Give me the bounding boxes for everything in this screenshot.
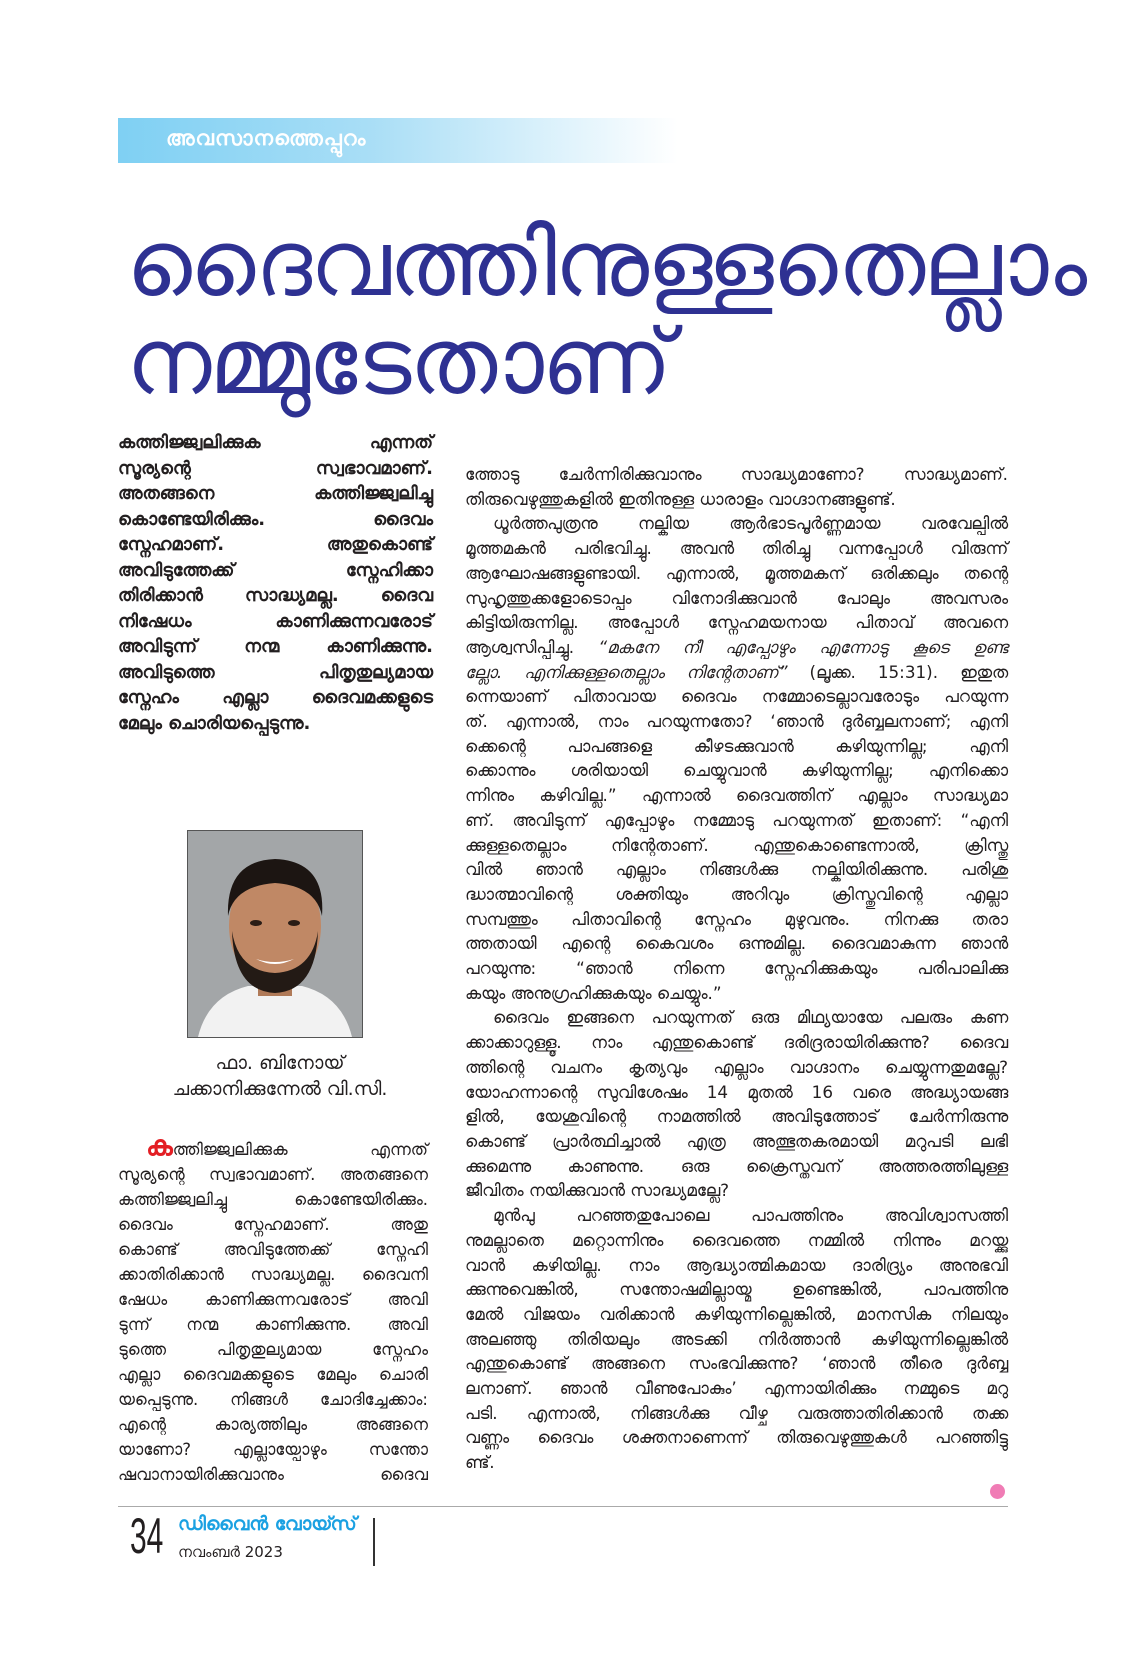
pull-quote-line: സ്നേഹം എല്ലാ ദൈവമക്കളുടെ — [118, 687, 433, 708]
body-line: ക്കുള്ളതെല്ലാം നിന്റേതാണ്. എന്തുകൊണ്ടെന്നാൽ, ക്രിസ്തു — [465, 834, 1008, 855]
footer-separator — [373, 1518, 375, 1566]
body-line: ധൂർത്തപുത്രനു നല്കിയ ആർഭാടപൂർണ്ണമായ വരവേല്പിൽ — [493, 513, 1008, 534]
page-number: 34 — [130, 1508, 164, 1564]
author-photo — [187, 830, 363, 1038]
issue-date: നവംബർ 2023 — [178, 1543, 283, 1561]
right-column-body — [465, 462, 1008, 1475]
pull-quote-line: സ്നേഹമാണ്. അതുകൊണ്ട് — [118, 534, 433, 555]
body-line: ദൈവം സ്നേഹമാണ്. അതു — [118, 1215, 428, 1234]
pull-quote-line: കൊണ്ടേയിരിക്കും. ദൈവം — [118, 508, 433, 530]
body-line: യോഹന്നാന്റെ സുവിശേഷം 14 മുതൽ 16 വരെ അദ്ധ്യായങ്ങ — [465, 1081, 1008, 1102]
pull-quote-line: അതങ്ങനെ കത്തിജ്ജ്വലിച്ചു — [118, 483, 433, 504]
paragraph — [465, 1203, 1008, 1475]
body-line: കൊണ്ട് പ്രാർത്ഥിച്ചാൽ എത്ര അത്ഭുതകരമായി മറുപടി ലഭി — [465, 1130, 1008, 1151]
body-text: ത്തിജ്ജ്വലിക്കുക എന്നത് — [172, 1140, 428, 1159]
body-line: ക്കെന്റെ പാപങ്ങളെ കീഴടക്കുവാൻ കഴിയുന്നില്ല; എനി — [465, 735, 1008, 756]
body-line: യാണോ? എല്ലായ്പോഴും സന്തോ — [118, 1440, 428, 1459]
author-byline — [150, 1050, 410, 1102]
body-line: വണ്ണം ദൈവം ശക്തനാണെന്ന് തിരുവെഴുത്തുകൾ പറഞ്ഞിട്ടു — [465, 1427, 1008, 1448]
pull-quote-line: തിരിക്കാൻ സാദ്ധ്യമല്ല. ദൈവ — [118, 585, 433, 606]
footer-divider — [118, 1506, 1008, 1507]
paragraph — [465, 511, 1008, 1005]
body-line: ത്തിന്റെ വചനം കൃത്യവും എല്ലാം വാഗ്ദാനം ചെയ്യുന്നതുമല്ലേ? — [465, 1056, 1008, 1077]
body-line: എല്ലാ ദൈവമക്കളുടെ മേലും ചൊരി — [118, 1365, 428, 1384]
pull-quote-line: അവിടുത്തേക്ക് സ്നേഹിക്കാ — [118, 559, 433, 581]
body-line — [118, 1129, 428, 1162]
paragraph — [465, 1005, 1008, 1203]
pull-quote-line: കത്തിജ്ജ്വലിക്കുക എന്നത് — [118, 432, 433, 453]
left-column-body — [118, 1129, 428, 1487]
end-mark-icon — [990, 1484, 1005, 1499]
body-line: ത്. എന്നാൽ, നാം പറയുന്നതോ? ‘ഞാൻ ദുർബ്ബലനാണ്; എനി — [465, 711, 1008, 732]
body-line: ളിൽ, യേശുവിന്റെ നാമത്തിൽ അവിടുത്തോട് ചേർന്നിരുന്നു — [465, 1106, 1008, 1127]
body-line: ജീവിതം നയിക്കുവാൻ സാദ്ധ്യമല്ലേ? — [465, 1180, 730, 1201]
pull-quote-line: സൂര്യന്റെ സ്വഭാവമാണ്. — [118, 457, 433, 479]
body-line: യപ്പെടുന്നു. നിങ്ങൾ ചോദിച്ചേക്കാം: — [118, 1390, 428, 1409]
body-line: കിട്ടിയിരുന്നില്ല. അപ്പോൾ സ്നേഹമയനായ പിതാവ് അവനെ — [465, 612, 1008, 633]
body-line: ത്തതായി എന്റെ കൈവശം ഒന്നുമില്ല. ദൈവമാകുന്ന ഞാൻ — [465, 933, 1008, 954]
body-line: ക്കൊന്നും ശരിയായി ചെയ്യുവാൻ കഴിയുന്നില്ല; എനിക്കൊ — [465, 760, 1008, 781]
body-line: ദ്ധാത്മാവിന്റെ ശക്തിയും അറിവും ക്രിസ്തുവിന്റെ എല്ലാ — [465, 883, 1008, 904]
body-text: ആശ്വസിപ്പിച്ചു. — [465, 636, 599, 657]
body-line: ന്നെയാണ് പിതാവായ ദൈവം നമ്മോടെല്ലാവരോടും പറയുന്ന — [465, 686, 1008, 707]
body-line: കൊണ്ട് അവിടുത്തേക്ക് സ്നേഹി — [118, 1240, 428, 1259]
title-line: നമ്മുടേതാണ് — [126, 308, 670, 415]
body-line: വിൽ ഞാൻ എല്ലാം നിങ്ങൾക്കു നല്കിയിരിക്കുന്നു. പരിശു — [465, 859, 1008, 880]
body-line: ണ്. അവിടുന്ന് എപ്പോഴും നമ്മോടു പറയുന്നത് ഇതാണ്: “എനി — [465, 809, 1008, 830]
body-line: പടി. എന്നാൽ, നിങ്ങൾക്കു വീഴ്ച വരുത്താതിരിക്കാൻ തക്ക — [465, 1402, 1008, 1423]
pull-quote-line: നിഷേധം കാണിക്കുന്നവരോട് — [118, 610, 433, 632]
section-label: അവസാനത്തെപ്പുറം — [166, 126, 367, 150]
paragraph — [465, 462, 1008, 511]
body-line: ത്തോടു ചേർന്നിരിക്കുവാനും സാദ്ധ്യമാണോ? സാദ്ധ്യമാണ്. — [465, 464, 1008, 484]
bible-quote: ല്ലോ. എനിക്കുള്ളതെല്ലാം നിന്റേതാണ്” — [465, 661, 788, 682]
title-line: ദൈവത്തിനുള്ളതെല്ലാം — [126, 210, 1085, 317]
author-name: ഫാ. ബിനോയ് — [215, 1052, 345, 1074]
body-line: കത്തിജ്ജ്വലിച്ചു കൊണ്ടേയിരിക്കും. — [118, 1190, 428, 1209]
body-line: ക്കാക്കാറുള്ളൂ. നാം എന്തുകൊണ്ട് ദരിദ്രരായിരിക്കുന്നു? ദൈവ — [465, 1032, 1008, 1053]
body-line: എന്തുകൊണ്ട് അങ്ങനെ സംഭവിക്കുന്നു? ‘ഞാൻ തീരെ ദുർബ്ബ — [465, 1353, 1008, 1374]
body-line: മേൽ വിജയം വരിക്കാൻ കഴിയുന്നില്ലെങ്കിൽ, മാനസിക നിലയും — [465, 1303, 1008, 1324]
pull-quote — [118, 430, 433, 736]
body-line: നുമല്ലാതെ മറ്റൊന്നിനും ദൈവത്തെ നമ്മിൽ നിന്നും മറയ്ക്കു — [465, 1229, 1008, 1250]
body-line: സമ്പത്തും പിതാവിന്റെ സ്നേഹം മുഴുവനും. നിനക്കു തരാ — [465, 908, 1008, 929]
body-line: എന്റെ കാര്യത്തിലും അങ്ങനെ — [118, 1415, 428, 1434]
body-line: സുഹൃത്തുക്കളോടൊപ്പം വിനോദിക്കുവാൻ പോലും അവസരം — [465, 587, 1008, 608]
pull-quote-line: മേലും ചൊരിയപ്പെടുന്നു. — [118, 712, 311, 734]
body-line: മുൻപു പറഞ്ഞതുപോലെ പാപത്തിനും അവിശ്വാസത്തി — [493, 1205, 1008, 1226]
body-line: തിരുവെഴുത്തുകളിൽ ഇതിനുള്ള ധാരാളം വാഗ്ദാനങ്ങളുണ്ട്. — [465, 488, 896, 509]
body-line: ടുത്തെ പിതൃതുല്യമായ സ്നേഹം — [118, 1340, 428, 1359]
bible-quote: “മകനേ നീ എപ്പോഴും എന്നോടു കൂടെ ഉണ്ട — [598, 636, 1008, 657]
body-line: പറയുന്നു: “ഞാൻ നിന്നെ സ്നേഹിക്കുകയും പരിപാലിക്കു — [465, 958, 1008, 979]
drop-cap: ക — [146, 1129, 173, 1162]
body-line: ലനാണ്. ഞാൻ വീണുപോകും’ എന്നായിരിക്കും നമ്മുടെ മറു — [465, 1378, 1008, 1399]
magazine-name: ഡിവൈൻ വോയ്സ് — [178, 1513, 357, 1535]
body-text: (ലൂക്ക. 15:31). ഇതുത — [787, 661, 1008, 682]
section-banner — [118, 118, 678, 163]
body-line: ദൈവം ഇങ്ങനെ പറയുന്നത് ഒരു മിഥ്യയായേ പലരും കണ — [493, 1007, 1008, 1028]
body-line — [465, 635, 1008, 660]
body-line: വാൻ കഴിയില്ല. നാം ആദ്ധ്യാത്മികമായ ദാരിദ്ര്യം അനുഭവി — [465, 1254, 1008, 1275]
body-line: കയും അനുഗ്രഹിക്കുകയും ചെയ്യും.” — [465, 982, 722, 1003]
body-line: സൂര്യന്റെ സ്വഭാവമാണ്. അതങ്ങനെ — [118, 1165, 428, 1184]
author-surname: ചക്കാനിക്കുന്നേൽ വി.സി. — [172, 1078, 388, 1100]
pull-quote-line: അവിടുത്തെ പിതൃതുല്യമായ — [118, 661, 433, 683]
body-line: ക്കുമെന്നു കാണുന്നു. ഒരു ക്രൈസ്തവന് അത്തരത്തിലുള്ള — [465, 1155, 1008, 1176]
body-line: ക്കുന്നുവെങ്കിൽ, സന്തോഷമില്ലായ്മ ഉണ്ടെങ്കിൽ, പാപത്തിനു — [465, 1279, 1008, 1300]
body-line: ഷവാനായിരിക്കുവാനും ദൈവ — [118, 1465, 428, 1484]
article-title — [126, 210, 1085, 415]
body-line: ന്നിനും കഴിവില്ല.” എന്നാൽ ദൈവത്തിന് എല്ലാം സാദ്ധ്യമാ — [465, 785, 1008, 806]
body-line: ആഘോഷങ്ങളുണ്ടായി. എന്നാൽ, മൂത്തമകന് ഒരിക്കലും തന്റെ — [465, 562, 1008, 583]
body-line: അലഞ്ഞു തിരിയലും അടക്കി നിർത്താൻ കഴിയുന്നില്ലെങ്കിൽ — [465, 1328, 1008, 1349]
body-line: ടുന്ന് നന്മ കാണിക്കുന്നു. അവി — [118, 1315, 428, 1334]
body-line: ണ്ട്. — [465, 1452, 495, 1473]
body-line: മൂത്തമകൻ പരിഭവിച്ചു. അവൻ തിരിച്ചു വന്നപ്പോൾ വിരുന്ന് — [465, 538, 1008, 559]
body-line: ക്കാതിരിക്കാൻ സാദ്ധ്യമല്ല. ദൈവനി — [118, 1265, 428, 1284]
portrait-image — [188, 831, 362, 1037]
body-line: ഷേധം കാണിക്കുന്നവരോട് അവി — [118, 1290, 428, 1309]
body-line — [465, 660, 1008, 685]
pull-quote-line: അവിടുന്ന് നന്മ കാണിക്കുന്നു. — [118, 636, 433, 657]
